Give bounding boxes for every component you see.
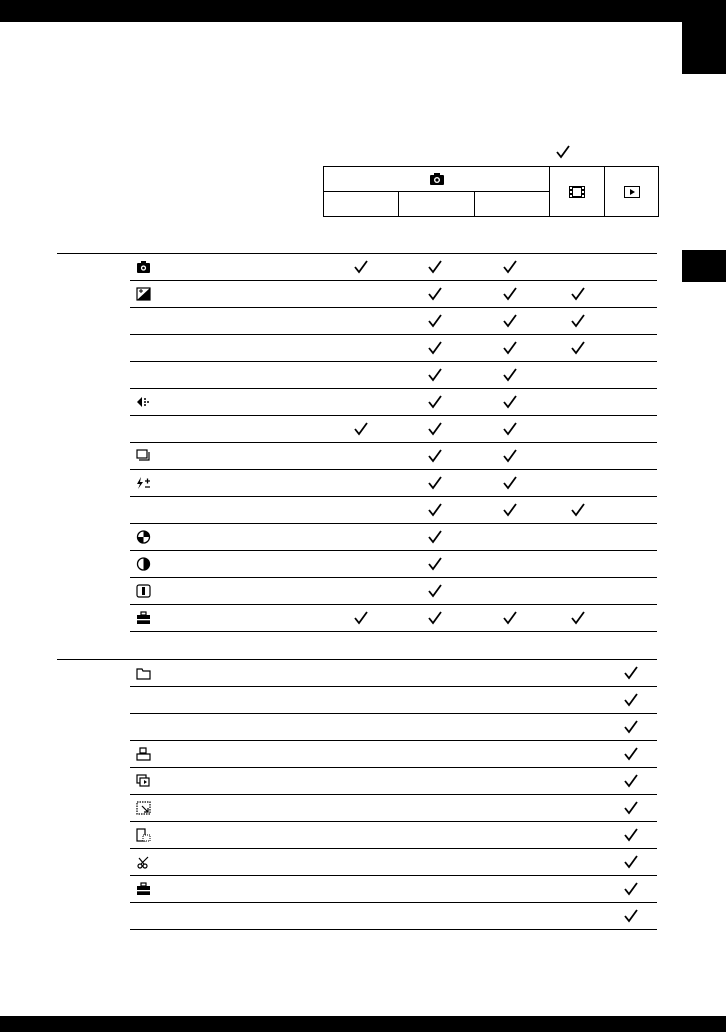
playback-menu-row <box>130 768 657 795</box>
slideshow-icon <box>136 774 151 788</box>
checkmark-icon <box>428 449 442 463</box>
playback-menu-row <box>130 876 657 903</box>
playback-menu-row <box>130 903 657 930</box>
checkmark-icon <box>503 611 517 625</box>
checkmark-icon <box>503 449 517 463</box>
divide-icon <box>136 855 151 869</box>
playback-menu-row <box>130 822 657 849</box>
shooting-menu-row <box>130 389 657 416</box>
checkmark-icon <box>571 341 585 355</box>
side-tab-chapter <box>682 250 726 282</box>
checkmark-icon <box>354 611 368 625</box>
checkmark-icon <box>571 287 585 301</box>
checkmark-icon <box>571 611 585 625</box>
shooting-menu-row <box>130 308 657 335</box>
resize-icon <box>136 801 151 815</box>
still-mode-header <box>324 167 550 192</box>
playback-menu-row <box>130 741 657 768</box>
checkmark-icon <box>428 422 442 436</box>
top-bar <box>0 0 726 22</box>
checkmark-icon <box>624 882 638 896</box>
exposure-icon <box>136 287 151 301</box>
contrast-icon <box>136 557 151 571</box>
checkmark-icon <box>428 287 442 301</box>
checkmark-icon <box>428 503 442 517</box>
shooting-menu-row <box>130 605 657 632</box>
checkmark-icon <box>428 584 442 598</box>
checkmark-icon <box>624 774 638 788</box>
rotate-icon <box>136 828 151 842</box>
checkmark-icon <box>624 855 638 869</box>
saturation-icon <box>136 530 151 544</box>
camera-icon <box>136 260 151 274</box>
checkmark-icon <box>428 611 442 625</box>
mode-header-table <box>323 166 659 217</box>
shooting-menu-row <box>130 281 657 308</box>
shooting-menu-row <box>130 578 657 605</box>
checkmark-icon <box>624 801 638 815</box>
playback-menu-row <box>130 795 657 822</box>
checkmark-icon <box>503 287 517 301</box>
side-tab-top <box>682 22 726 74</box>
shooting-menu-row <box>130 524 657 551</box>
shooting-menu-row <box>130 416 657 443</box>
playback-menu-row <box>130 849 657 876</box>
shooting-menu-row <box>130 362 657 389</box>
checkmark-icon <box>624 666 638 680</box>
checkmark-icon <box>503 260 517 274</box>
movie-mode-header <box>550 167 605 216</box>
checkmark-icon <box>503 341 517 355</box>
playback-mode-header <box>605 167 658 216</box>
checkmark-icon <box>556 145 570 159</box>
shooting-menu-row <box>130 335 657 362</box>
still-submode-2 <box>399 192 475 216</box>
checkmark-icon <box>428 368 442 382</box>
shooting-menu-row <box>130 254 657 281</box>
checkmark-icon <box>624 909 638 923</box>
checkmark-icon <box>624 747 638 761</box>
checkmark-icon <box>354 422 368 436</box>
toolbox-icon <box>136 882 151 896</box>
still-submode-3 <box>475 192 550 216</box>
checkmark-icon <box>503 422 517 436</box>
checkmark-icon <box>428 395 442 409</box>
checkmark-icon <box>428 557 442 571</box>
checkmark-icon <box>624 693 638 707</box>
checkmark-icon <box>503 476 517 490</box>
toolbox-icon <box>136 611 151 625</box>
playback-menu-row <box>130 714 657 741</box>
print-icon <box>136 747 151 761</box>
checkmark-icon <box>354 260 368 274</box>
checkmark-icon <box>624 720 638 734</box>
checkmark-icon <box>503 395 517 409</box>
flash-level-icon <box>136 476 151 490</box>
shooting-menu-row <box>130 443 657 470</box>
checkmark-icon <box>503 503 517 517</box>
metering-icon <box>136 395 151 409</box>
sharpness-icon <box>136 584 151 598</box>
play-icon <box>624 186 640 198</box>
playback-menu-row <box>130 687 657 714</box>
checkmark-icon <box>428 476 442 490</box>
still-submode-1 <box>324 192 399 216</box>
bottom-bar <box>0 1016 726 1032</box>
checkmark-icon <box>503 368 517 382</box>
checkmark-icon <box>571 503 585 517</box>
camera-icon <box>430 173 444 185</box>
checkmark-icon <box>428 530 442 544</box>
shooting-menu-row <box>130 551 657 578</box>
folder-icon <box>136 666 151 680</box>
playback-menu-row <box>130 660 657 687</box>
checkmark-icon <box>503 314 517 328</box>
checkmark-icon <box>571 314 585 328</box>
checkmark-icon <box>428 341 442 355</box>
shooting-menu-row <box>130 470 657 497</box>
checkmark-icon <box>624 828 638 842</box>
burst-icon <box>136 449 151 463</box>
checkmark-icon <box>428 260 442 274</box>
film-icon <box>569 186 585 198</box>
checkmark-icon <box>428 314 442 328</box>
shooting-menu-row <box>130 497 657 524</box>
